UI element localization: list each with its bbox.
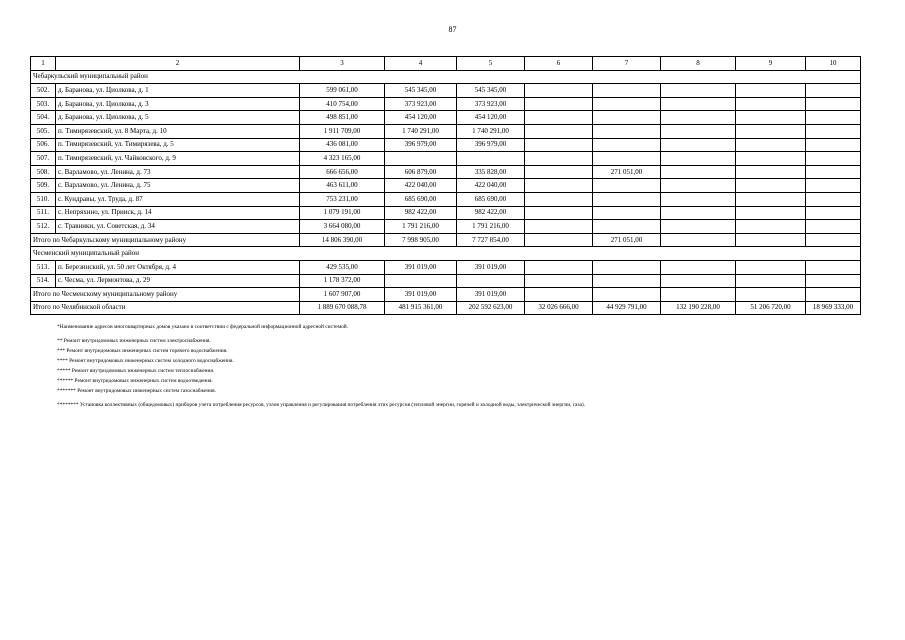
section-title: Чебаркульский муниципальный район [31,70,861,84]
value-cell [736,179,806,193]
footnote: ****** Ремонт внутридомовых инженерных систем водоотведения. [57,378,213,384]
value-cell [736,97,806,111]
page-number: 87 [448,25,457,34]
value-cell [661,152,736,166]
address-cell: д. Баранова, ул. Циолкова, д. 5 [56,111,300,125]
value-cell [661,179,736,193]
header-cell: 2 [56,57,300,71]
value-cell [593,111,661,125]
value-cell [525,138,593,152]
total-value: 391 019,00 [385,288,457,302]
row-number: 512. [31,220,56,234]
header-cell: 5 [457,57,525,71]
total-value: 271 051,00 [593,233,661,247]
value-cell [661,84,736,98]
table-row [31,84,861,98]
total-value: 391 019,00 [457,288,525,302]
grand-total-value: 132 190 228,00 [661,301,736,315]
grand-total-value: 51 206 720,00 [736,301,806,315]
address-cell: д. Баранова, ул. Циолкова, д. 1 [56,84,300,98]
header-cell: 9 [736,57,806,71]
value-cell: 599 061,00 [300,84,385,98]
address-cell: п. Березинский, ул. 50 лет Октября, д. 4 [56,260,300,274]
row-number: 511. [31,206,56,220]
value-cell [525,111,593,125]
table-row [31,220,861,234]
value-cell [385,274,457,288]
value-cell [525,274,593,288]
value-cell [525,84,593,98]
total-row [31,288,861,302]
header-cell: 1 [31,57,56,71]
grand-total-value: 1 889 670 088,78 [300,301,385,315]
value-cell [593,138,661,152]
value-cell [661,124,736,138]
value-cell [525,220,593,234]
value-cell [525,192,593,206]
table-row [31,152,861,166]
header-row [31,57,861,71]
value-cell [806,97,861,111]
value-cell [806,138,861,152]
value-cell [525,206,593,220]
value-cell: 753 231,00 [300,192,385,206]
value-cell: 422 040,00 [457,179,525,193]
section-row [31,247,861,261]
value-cell [385,152,457,166]
footnotes [57,322,585,410]
header-cell: 6 [525,57,593,71]
value-cell [525,260,593,274]
value-cell [525,179,593,193]
grand-total-value: 481 915 361,00 [385,301,457,315]
value-cell: 545 345,00 [385,84,457,98]
total-value [736,288,806,302]
value-cell [457,274,525,288]
value-cell: 429 535,00 [300,260,385,274]
footnote: ***** Ремонт внутридомовых инженерных систем теплоснабжения. [57,368,215,374]
value-cell: 373 923,00 [457,97,525,111]
footnote: *Наименование адресов многоквартирных домов указано в соответствии с федеральной информационной адресной системой. [57,324,349,330]
value-cell [806,111,861,125]
address-cell: с. Чесма, ул. Лермонтова, д. 29 [56,274,300,288]
value-cell [806,84,861,98]
value-cell [661,165,736,179]
value-cell: 982 422,00 [457,206,525,220]
value-cell [736,84,806,98]
total-label: Итого по Чесменскому муниципальному району [31,288,300,302]
header-cell: 7 [593,57,661,71]
value-cell [661,206,736,220]
value-cell [593,84,661,98]
value-cell [457,152,525,166]
row-number: 506. [31,138,56,152]
header-cell: 8 [661,57,736,71]
value-cell: 498 851,00 [300,111,385,125]
footnote: **** Ремонт внутридомовых инженерных систем холодного водоснабжения. [57,358,234,364]
value-cell [525,97,593,111]
value-cell [661,220,736,234]
value-cell: 685 690,00 [457,192,525,206]
address-cell: с. Варламово, ул. Ленина, д. 75 [56,179,300,193]
total-value [525,233,593,247]
address-cell: п. Тимирязевский, ул. Чайковского, д. 9 [56,152,300,166]
total-value [806,288,861,302]
value-cell [661,138,736,152]
total-row [31,233,861,247]
value-cell: 666 656,00 [300,165,385,179]
value-cell: 1 791 216,00 [385,220,457,234]
header-cell: 4 [385,57,457,71]
value-cell: 545 345,00 [457,84,525,98]
value-cell [806,260,861,274]
value-cell: 1 079 191,00 [300,206,385,220]
value-cell [806,206,861,220]
value-cell [736,220,806,234]
value-cell: 3 664 080,00 [300,220,385,234]
value-cell: 391 019,00 [385,260,457,274]
grand-total-value: 32 026 666,00 [525,301,593,315]
value-cell [593,97,661,111]
value-cell [806,220,861,234]
row-number: 508. [31,165,56,179]
table-body [31,57,861,315]
value-cell: 1 791 216,00 [457,220,525,234]
total-value [525,288,593,302]
value-cell [736,111,806,125]
footnote: ******* Ремонт внутридомовых инженерных систем газоснабжения. [57,388,216,394]
value-cell: 454 120,00 [457,111,525,125]
total-value: 14 806 390,00 [300,233,385,247]
table-row [31,179,861,193]
grand-total-row [31,301,861,315]
value-cell [525,152,593,166]
value-cell [806,274,861,288]
value-cell [736,152,806,166]
value-cell: 1 740 291,00 [385,124,457,138]
table-row [31,138,861,152]
table-row [31,165,861,179]
grand-total-value: 202 592 623,00 [457,301,525,315]
grand-total-value: 18 969 333,00 [806,301,861,315]
value-cell: 606 879,00 [385,165,457,179]
address-cell: с. Непряхино, ул. Прииск, д. 14 [56,206,300,220]
value-cell [661,97,736,111]
row-number: 507. [31,152,56,166]
value-cell [806,152,861,166]
value-cell [593,260,661,274]
address-cell: п. Тимирязевский, ул. 8 Марта, д. 10 [56,124,300,138]
value-cell: 1 178 372,00 [300,274,385,288]
grand-total-label: Итого по Челябинской области [31,301,300,315]
value-cell [661,192,736,206]
value-cell: 4 323 165,00 [300,152,385,166]
row-number: 502. [31,84,56,98]
value-cell: 396 979,00 [385,138,457,152]
section-row [31,70,861,84]
grand-total-value: 44 929 791,00 [593,301,661,315]
total-value [593,288,661,302]
value-cell: 335 828,00 [457,165,525,179]
value-cell [806,124,861,138]
footnote: *** Ремонт внутридомовых инженерных систем горячего водоснабжения. [57,348,228,354]
value-cell [806,165,861,179]
footnote: ** Ремонт внутридомовых инженерных систем электроснабжения. [57,338,211,344]
value-cell: 271 051,00 [593,165,661,179]
row-number: 504. [31,111,56,125]
value-cell [525,124,593,138]
total-value [661,288,736,302]
header-cell: 3 [300,57,385,71]
address-cell: с. Травники, ул. Советская, д. 34 [56,220,300,234]
total-label: Итого по Чебаркульскому муниципальному району [31,233,300,247]
table-row [31,111,861,125]
value-cell [593,124,661,138]
value-cell [525,165,593,179]
value-cell [661,260,736,274]
value-cell [736,192,806,206]
value-cell: 1 911 709,00 [300,124,385,138]
header-cell: 10 [806,57,861,71]
value-cell [593,152,661,166]
table-row [31,260,861,274]
address-cell: п. Тимирязевский, ул. Тимирязева, д. 5 [56,138,300,152]
value-cell [806,192,861,206]
total-value: 7 998 905,00 [385,233,457,247]
total-value [661,233,736,247]
value-cell [593,220,661,234]
row-number: 503. [31,97,56,111]
value-cell: 982 422,00 [385,206,457,220]
value-cell [593,179,661,193]
address-cell: с. Варламово, ул. Ленина, д. 73 [56,165,300,179]
value-cell [736,274,806,288]
value-cell: 391 019,00 [457,260,525,274]
total-value [806,233,861,247]
row-number: 509. [31,179,56,193]
total-value [736,233,806,247]
value-cell: 422 040,00 [385,179,457,193]
address-cell: д. Баранова, ул. Циолкова, д. 3 [56,97,300,111]
table-row [31,274,861,288]
value-cell [736,165,806,179]
value-cell: 463 611,00 [300,179,385,193]
footnote: ******** Установка коллективных (общедомовых) приборов учета потребления ресурсов, узлов управления и регулирования потребления этих ресурсов (тепловой энергии, горячей и холодной воды, электрической энергии, газа). [57,402,586,408]
table-row [31,192,861,206]
value-cell [593,274,661,288]
total-value: 7 727 854,00 [457,233,525,247]
row-number: 505. [31,124,56,138]
data-table [30,56,861,315]
total-value: 1 607 907,00 [300,288,385,302]
value-cell [661,274,736,288]
value-cell [593,206,661,220]
value-cell [736,206,806,220]
table-row [31,206,861,220]
value-cell: 410 754,00 [300,97,385,111]
value-cell [736,260,806,274]
row-number: 513. [31,260,56,274]
table-row [31,124,861,138]
value-cell [593,192,661,206]
value-cell: 685 690,00 [385,192,457,206]
table-row [31,97,861,111]
value-cell: 1 740 291,00 [457,124,525,138]
value-cell [661,111,736,125]
value-cell [736,138,806,152]
row-number: 514. [31,274,56,288]
value-cell [736,124,806,138]
section-title: Чесменский муниципальный район [31,247,861,261]
row-number: 510. [31,192,56,206]
value-cell [806,179,861,193]
value-cell: 373 923,00 [385,97,457,111]
value-cell: 436 081,00 [300,138,385,152]
address-cell: с. Кундравы, ул. Труда, д. 87 [56,192,300,206]
value-cell: 454 120,00 [385,111,457,125]
value-cell: 396 979,00 [457,138,525,152]
